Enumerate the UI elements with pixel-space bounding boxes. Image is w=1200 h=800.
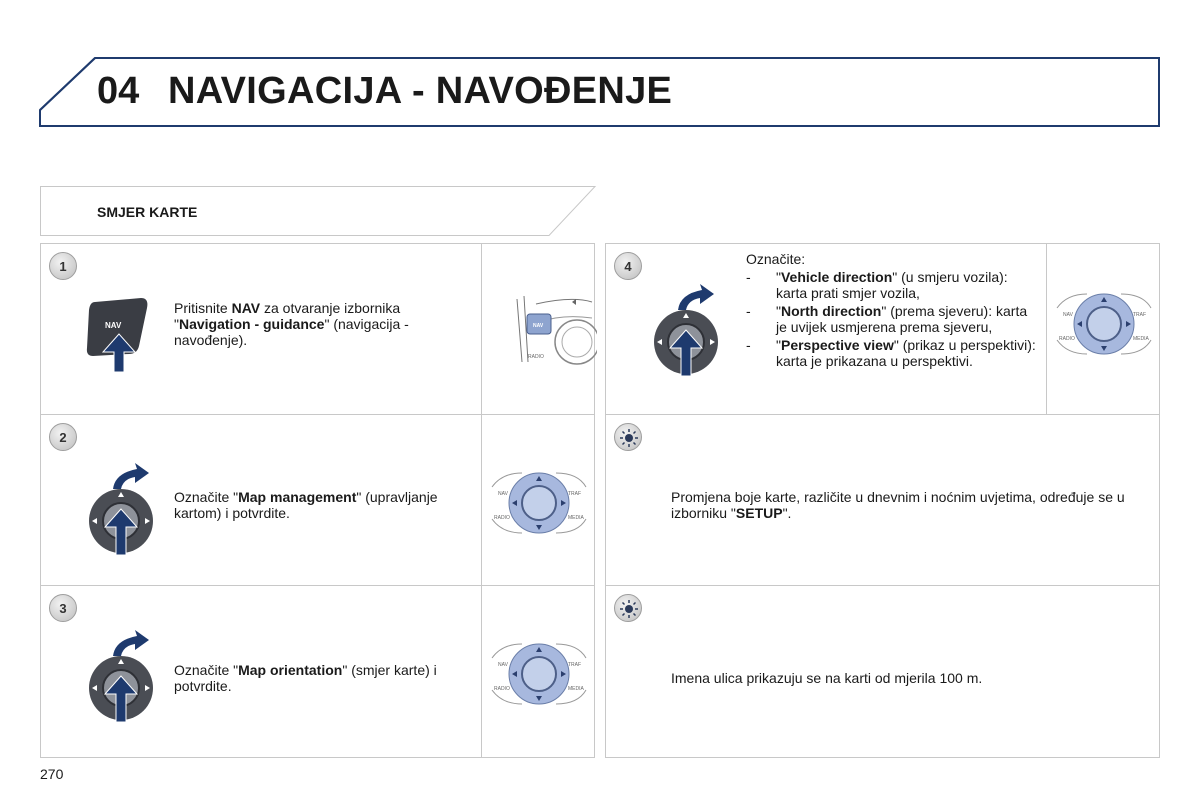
step-3-instruction: Označite "Map orientation" (smjer karte) i potvrdite. (174, 662, 437, 694)
svg-text:MEDIA: MEDIA (1133, 336, 1149, 342)
svg-text:NAV: NAV (533, 323, 544, 329)
orientation-options (746, 269, 1036, 369)
knob-panel-thumbnail (481, 415, 596, 585)
svg-text:RADIO: RADIO (494, 686, 510, 692)
tip-street-names-text: Imena ulica prikazuju se na karti od mjerila 100 m. (671, 670, 983, 686)
svg-text:NAV: NAV (498, 662, 508, 668)
knob-press-illustration (650, 280, 730, 380)
title-banner (0, 0, 1200, 140)
knob-panel-drawing (482, 586, 597, 759)
step-4-intro: Označite: (746, 251, 806, 267)
option-vehicle-direction: - "Vehicle direction" (u smjeru vozila): karta prati smjer vozila, (746, 269, 1008, 301)
step-4-instruction (746, 251, 1036, 369)
step-1-instruction: Pritisnite NAV za otvaranje izbornika "Navigation - guidance" (navigacija - navođenje). (174, 300, 409, 348)
step-1-panel (40, 243, 595, 415)
knob-panel-drawing (482, 415, 597, 587)
svg-text:NAV: NAV (498, 491, 508, 497)
knob-press-illustration (85, 459, 165, 559)
chapter-number: 04 (97, 70, 140, 112)
lightbulb-icon (614, 423, 642, 451)
nav-button-label: NAV (105, 321, 122, 330)
svg-text:RADIO: RADIO (494, 515, 510, 521)
lightbulb-icon (614, 594, 642, 622)
console-thumbnail (481, 244, 596, 414)
svg-text:TRAF: TRAF (568, 662, 582, 668)
svg-text:NAV: NAV (1063, 312, 1073, 318)
step-2-instruction: Označite "Map management" (upravljanje kartom) i potvrdite. (174, 489, 438, 521)
console-drawing (482, 244, 597, 416)
nav-button-illustration (83, 294, 155, 374)
step-number-badge: 1 (49, 252, 77, 280)
knob-panel-thumbnail (1046, 244, 1161, 414)
knob-panel-thumbnail (481, 586, 596, 757)
step-2-panel (40, 414, 595, 586)
chapter-title: NAVIGACIJA - NAVOĐENJE (168, 70, 673, 112)
tip-panel-setup (605, 414, 1160, 586)
option-north-direction: - "North direction" (prema sjeveru): karta je uvijek usmjerena prema sjeveru, (746, 303, 1028, 335)
svg-text:RADIO: RADIO (1059, 336, 1075, 342)
section-title: SMJER KARTE (97, 204, 198, 220)
option-perspective-view: - "Perspective view" (prikaz u perspektivi): karta je prikazana u perspektivi. (746, 337, 1036, 369)
section-header (40, 186, 600, 236)
step-number-badge: 4 (614, 252, 642, 280)
svg-text:TRAF: TRAF (1133, 312, 1147, 318)
step-number-badge: 2 (49, 423, 77, 451)
svg-text:MEDIA: MEDIA (568, 686, 584, 692)
knob-press-illustration (85, 626, 165, 726)
page-number: 270 (40, 766, 64, 782)
step-3-panel (40, 585, 595, 758)
step-4-panel (605, 243, 1160, 415)
tip-panel-street-names (605, 585, 1160, 758)
svg-text:MEDIA: MEDIA (568, 515, 584, 521)
step-number-badge: 3 (49, 594, 77, 622)
tip-setup-text: Promjena boje karte, različite u dnevnim i noćnim uvjetima, određuje se u izborniku "SETUP". (671, 489, 1125, 521)
svg-text:RADIO: RADIO (528, 354, 544, 360)
knob-panel-drawing (1047, 244, 1162, 416)
svg-text:TRAF: TRAF (568, 491, 582, 497)
